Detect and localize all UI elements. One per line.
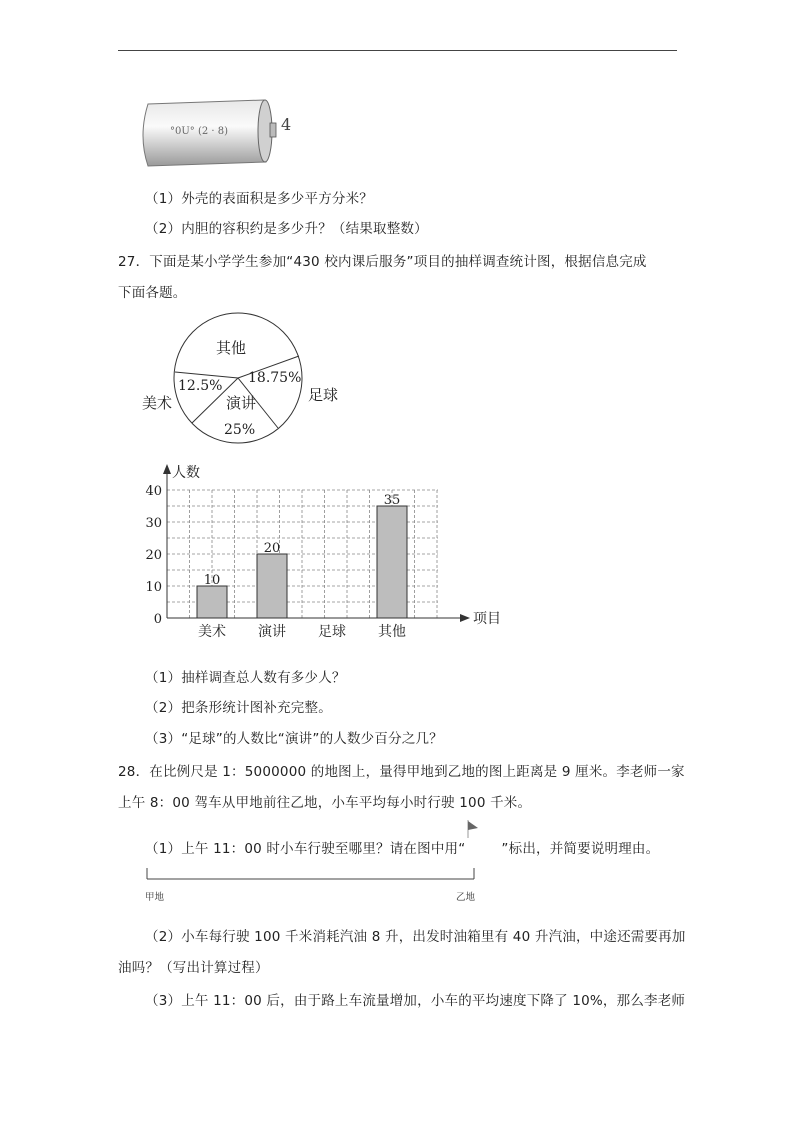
cylinder-body-text: °0U° (2 · 8) bbox=[170, 126, 229, 137]
pie-chart bbox=[138, 310, 358, 446]
y-axis-arrow bbox=[163, 464, 171, 474]
y-tick-label: 40 bbox=[145, 484, 162, 499]
pie-pct-art: 12.5% bbox=[178, 378, 223, 394]
label-end: 乙地 bbox=[456, 892, 476, 903]
q27-sub2: （2）把条形统计图补充完整。 bbox=[145, 700, 332, 716]
q26-sub1: （1）外壳的表面积是多少平方分米？ bbox=[145, 191, 373, 207]
distance-line bbox=[140, 862, 490, 908]
pie-label-other: 其他 bbox=[216, 339, 247, 357]
q28-sub2-line2: 油吗？（写出计算过程） bbox=[118, 960, 269, 976]
pie-label-art: 美术 bbox=[142, 394, 173, 412]
q28-stem-line2: 上午 8：00 驾车从甲地前往乙地，小车平均每小时行驶 100 千米。 bbox=[118, 795, 532, 811]
x-axis-label: 项目 bbox=[473, 611, 501, 627]
y-tick-label: 30 bbox=[145, 516, 162, 531]
category-label: 其他 bbox=[378, 624, 406, 640]
bar-value-label: 20 bbox=[263, 541, 281, 556]
q28-sub2-line1: （2）小车每行驶 100 千米消耗汽油 8 升，出发时油箱里有 40 升汽油，中途还需要再加 bbox=[145, 929, 686, 945]
cylinder-side-label: 4 bbox=[281, 115, 292, 134]
q26-sub2: （2）内胆的容积约是多少升？（结果取整数） bbox=[145, 221, 428, 237]
category-label: 演讲 bbox=[258, 624, 286, 640]
pie-label-football: 足球 bbox=[308, 386, 339, 404]
y-axis-label: 人数 bbox=[172, 465, 200, 481]
q27-sub3: （3）“足球”的人数比“演讲”的人数少百分之几？ bbox=[145, 731, 443, 747]
bar-value-label: 10 bbox=[203, 573, 221, 588]
q28-sub1-before: （1）上午 11：00 时小车行驶至哪里？请在图中用“ bbox=[145, 841, 466, 857]
y-tick-label: 10 bbox=[145, 580, 162, 595]
bar-0 bbox=[197, 586, 227, 618]
q27-stem-line1: 27．下面是某小学学生参加“430 校内课后服务”项目的抽样调查统计图，根据信息完成 bbox=[118, 254, 647, 270]
y-tick-label: 20 bbox=[145, 548, 162, 563]
flag-icon bbox=[465, 819, 481, 839]
q27-stem-line2: 下面各题。 bbox=[118, 285, 187, 301]
label-start: 甲地 bbox=[145, 892, 165, 903]
pie-pct-speech: 25% bbox=[224, 422, 256, 438]
q28-sub3-line1: （3）上午 11：00 后，由于路上车流量增加，小车的平均速度下降了 10%，那么李老师 bbox=[145, 993, 686, 1009]
category-label: 足球 bbox=[318, 624, 346, 640]
y-tick-label: 0 bbox=[153, 612, 162, 627]
cylinder-cap bbox=[270, 123, 276, 137]
bar-3 bbox=[377, 506, 407, 618]
bar-value-label: 35 bbox=[383, 493, 401, 508]
header-rule bbox=[118, 50, 677, 51]
bar-chart bbox=[140, 460, 520, 645]
category-label: 美术 bbox=[198, 624, 226, 640]
pie-pct-football: 18.75% bbox=[248, 370, 302, 386]
q28-sub1 bbox=[145, 837, 659, 857]
bar-1 bbox=[257, 554, 287, 618]
pie-label-speech: 演讲 bbox=[226, 394, 257, 412]
q28-sub1-after: ”标出，并简要说明理由。 bbox=[501, 841, 660, 857]
cylinder-figure bbox=[138, 96, 298, 174]
q27-sub1: （1）抽样调查总人数有多少人？ bbox=[145, 670, 346, 686]
x-axis-arrow bbox=[460, 614, 470, 622]
q28-stem-line1: 28．在比例尺是 1：5000000 的地图上，量得甲地到乙地的图上距离是 9 厘米。李老师一家 bbox=[118, 764, 685, 780]
